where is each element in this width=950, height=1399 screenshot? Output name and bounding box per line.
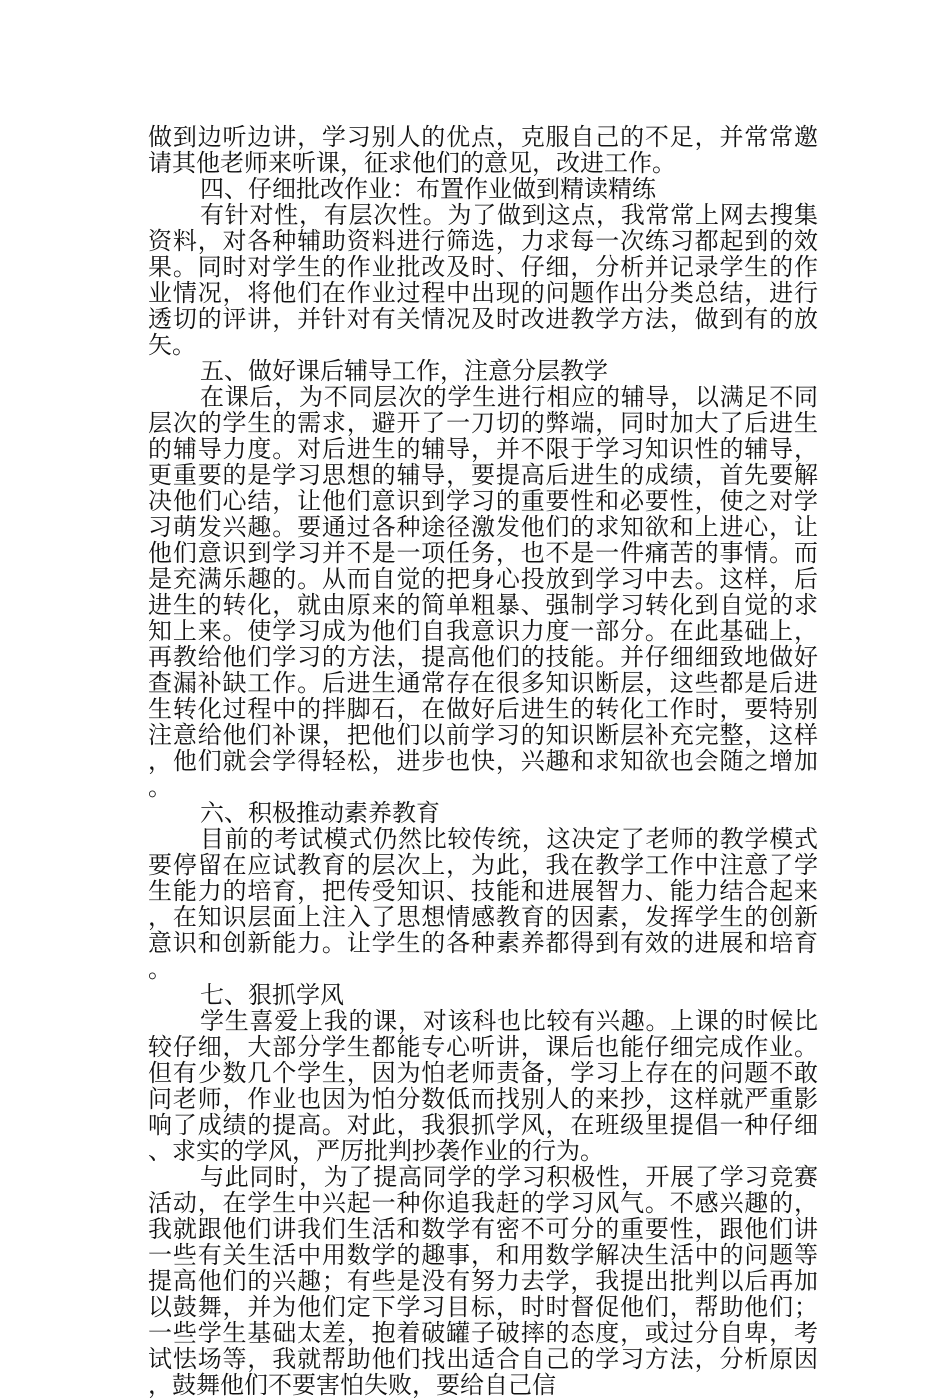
paragraph-quality-education: 目前的考试模式仍然比较传统，这决定了老师的教学模式要停留在应试教育的层次上，为此，我在教学工作中注意了学生能力的培育，把传受知识、技能和进展智力、能力结合起来，在知识层面上注入了思想情感教育的因素，发挥学生的创新意识和创新能力。让学生的各种素养都得到有效的进展和培育。 bbox=[148, 825, 818, 983]
paragraph-study-style: 学生喜爱上我的课，对该科也比较有兴趣。上课的时候比较仔细，大部分学生都能专心听讲，课后也能仔细完成作业。但有少数几个学生，因为怕老师责备，学习上存在的问题不敢问老师，作业也因为怕分数低而找别人的来抄，这样就严重影响了成绩的提高。对此，我狠抓学风，在班级里提倡一种仔细、求实的学风，严厉批判抄袭作业的行为。 bbox=[148, 1007, 818, 1165]
paragraph-tutoring: 在课后，为不同层次的学生进行相应的辅导，以满足不同层次的学生的需求，避开了一刀切的弊端，同时加大了后进生的辅导力度。对后进生的辅导，并不限于学习知识性的辅导，更重要的是学习思想的辅导，要提高后进生的成绩，首先要解决他们心结，让他们意识到学习的重要性和必要性，使之对学习萌发兴趣。要通过各种途径激发他们的求知欲和上进心，让他们意识到学习并不是一项任务，也不是一件痛苦的事情。而是充满乐趣的。从而自觉的把身心投放到学习中去。这样，后进生的转化，就由原来的简单粗暴、强制学习转化到自觉的求知上来。使学习成为他们自我意识力度一部分。在此基础上，再教给他们学习的方法，提高他们的技能。并仔细细致地做好查漏补缺工作。后进生通常存在很多知识断层，这些都是后进生转化过程中的拌脚石，在做好后进生的转化工作时，要特别注意给他们补课，把他们以前学习的知识断层补充完整，这样，他们就会学得轻松，进步也快，兴趣和求知欲也会随之增加。 bbox=[148, 383, 818, 801]
paragraph-homework: 有针对性，有层次性。为了做到这点，我常常上网去搜集资料，对各种辅助资料进行筛选，力求每一次练习都起到的效果。同时对学生的作业批改及时、仔细，分析并记录学生的作业情况，将他们在作业过程中出现的问题作出分类总结，进行透切的评讲，并针对有关情况及时改进教学方法，做到有的放矢。 bbox=[148, 201, 818, 359]
section-heading-5: 五、做好课后辅导工作，注意分层教学 bbox=[200, 357, 608, 385]
section-heading-7: 七、狠抓学风 bbox=[200, 981, 344, 1009]
paragraph-continued: 做到边听边讲，学习别人的优点，克服自己的不足，并常常邀请其他老师来听课，征求他们的意见，改进工作。 bbox=[148, 123, 818, 177]
section-heading-4: 四、仔细批改作业：布置作业做到精读精练 bbox=[200, 175, 656, 203]
document-body bbox=[148, 124, 818, 1398]
section-heading-6: 六、积极推动素养教育 bbox=[200, 799, 440, 827]
paragraph-motivation: 与此同时，为了提高同学的学习积极性，开展了学习竞赛活动，在学生中兴起一种你追我赶的学习风气。不感兴趣的，我就跟他们讲我们生活和数学有密不可分的重要性，跟他们讲一些有关生活中用数学的趣事，和用数学解决生活中的问题等提高他们的兴趣；有些是没有努力去学，我提出批判以后再加以鼓舞，并为他们定下学习目标，时时督促他们，帮助他们；一些学生基础太差，抱着破罐子破摔的态度，或过分自卑，考试怯场等，我就帮助他们找出适合自己的学习方法，分析原因，鼓舞他们不要害怕失败，要给自己信 bbox=[148, 1163, 818, 1399]
